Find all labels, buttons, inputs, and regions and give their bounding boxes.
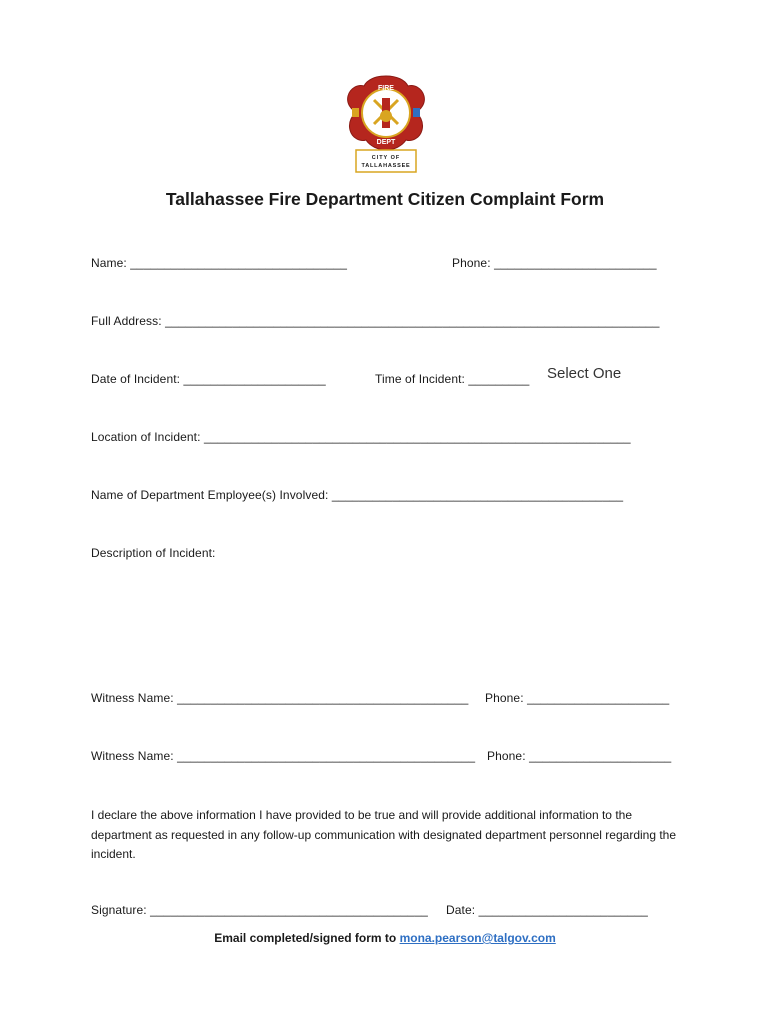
logo-dept-text: DEPT xyxy=(376,139,396,146)
signature-field[interactable]: Signature: _________________________________________ xyxy=(91,903,428,917)
email-link[interactable]: mona.pearson@talgov.com xyxy=(399,931,556,945)
name-field[interactable]: Name: ________________________________ xyxy=(91,256,348,270)
location-of-incident-field[interactable]: Location of Incident: _______________________________________________________________ xyxy=(91,430,631,444)
time-of-incident-field[interactable]: Time of Incident: _________ xyxy=(375,372,530,386)
declaration-paragraph: I declare the above information I have provided to be true and will provide additional information to the department as requested in any follow-up communication with designated department personnel regarding the incident. xyxy=(91,808,677,861)
witness-phone-field-1[interactable]: Phone: _____________________ xyxy=(485,691,670,705)
description-label: Description of Incident: xyxy=(91,546,216,560)
logo-fire-text: FIRE xyxy=(378,85,394,92)
witness-name-field-1[interactable]: Witness Name: ___________________________________________ xyxy=(91,691,469,705)
date-field[interactable]: Date: _________________________ xyxy=(446,903,648,917)
email-instruction-text: Email completed/signed form to xyxy=(214,931,400,945)
full-address-field[interactable]: Full Address: _________________________________________________________________________ xyxy=(91,314,660,328)
description-area[interactable] xyxy=(91,566,681,676)
fire-department-logo xyxy=(342,72,430,176)
employee-involved-field[interactable]: Name of Department Employee(s) Involved: ___________________________________________ xyxy=(91,488,624,502)
phone-field[interactable]: Phone: ________________________ xyxy=(452,256,657,270)
form-title: Tallahassee Fire Department Citizen Complaint Form xyxy=(165,189,605,209)
email-instruction xyxy=(0,931,770,945)
time-period-select[interactable]: Select One xyxy=(547,365,622,382)
witness-name-field-2[interactable]: Witness Name: ____________________________________________ xyxy=(91,749,476,763)
logo-city-line2: TALLAHASSEE xyxy=(361,163,411,169)
date-of-incident-field[interactable]: Date of Incident: _____________________ xyxy=(91,372,326,386)
logo-city-line1: CITY OF xyxy=(371,155,401,161)
witness-phone-field-2[interactable]: Phone: _____________________ xyxy=(487,749,672,763)
